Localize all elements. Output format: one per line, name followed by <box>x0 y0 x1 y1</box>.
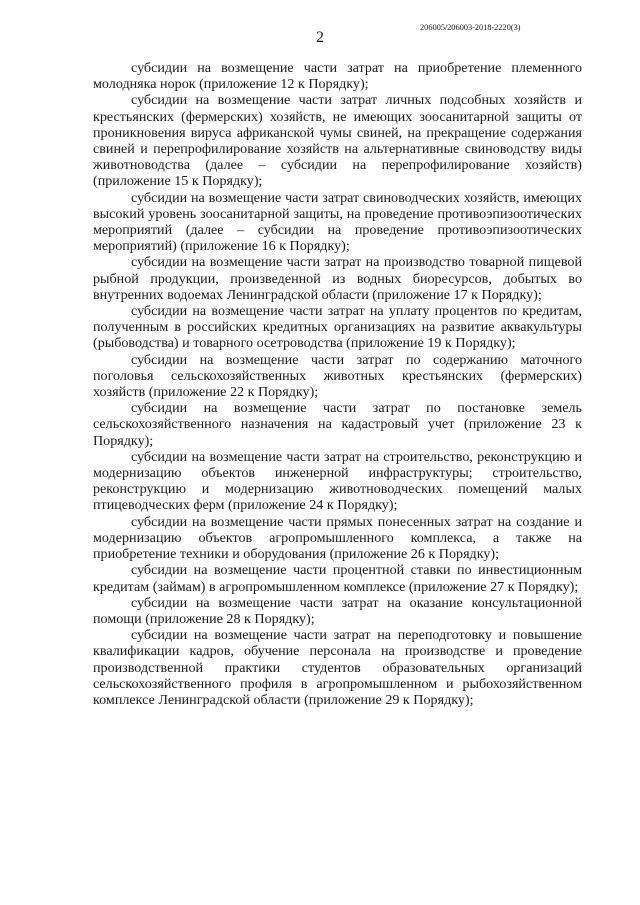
paragraph-subsidy-pig-farm-conversion: субсидии на возмещение части затрат личных подсобных хозяйств и крестьянских (фермерских) хозяйств, не имеющих зоосанитарной защиты от проникновения вируса африканской чумы свиней, на прекращение содержания свиней и перепрофилирование хозяйств на альтернативные свиноводству виды животноводства (далее – субсидии на перепрофилирование хозяйств) (приложение 15 к Порядку); <box>93 92 582 190</box>
paragraph-subsidy-fish-products: субсидии на возмещение части затрат на производство товарной пищевой рыбной продукции, произведенной из водных биоресурсов, добытых во внутренних водоемах Ленинградской области (приложение 17 к Порядку); <box>93 254 582 303</box>
document-code: 206005/206003-2018-2220(3) <box>420 22 521 32</box>
paragraph-subsidy-antiepizootic: субсидии на возмещение части затрат свиноводческих хозяйств, имеющих высокий уровень зоосанитарной защиты, на проведение противоэпизоотических мероприятий (далее – субсидии на проведение противоэпизоотических мероприятий) (приложение 16 к Порядку); <box>93 189 582 255</box>
paragraph-subsidy-cadastral: субсидии на возмещение части затрат по постановке земель сельскохозяйственного назначения на кадастровый учет (приложение 23 к Порядку); <box>93 400 582 449</box>
paragraph-subsidy-training: субсидии на возмещение части затрат на переподготовку и повышение квалификации кадров, обучение персонала на производстве и проведение производственной практики студентов образовательных организаций сельскохозяйственного профиля в агропромышленном и рыбохозяйственном комплексе Ленинградской области (приложение 29 к Порядку); <box>93 627 582 708</box>
document-body <box>93 60 582 708</box>
paragraph-subsidy-mink: субсидии на возмещение части затрат на приобретение племенного молодняка норок (приложение 12 к Порядку); <box>93 60 582 93</box>
page-number: 2 <box>316 29 324 46</box>
paragraph-subsidy-agro-complex: субсидии на возмещение части прямых понесенных затрат на создание и модернизацию объектов агропромышленного комплекса, а также на приобретение техники и оборудования (приложение 26 к Порядку); <box>93 513 582 563</box>
paragraph-subsidy-aquaculture-interest: субсидии на возмещение части затрат на уплату процентов по кредитам, полученным в российских кредитных организациях на развитие аквакультуры (рыбоводства) и товарного осетроводства (приложение 19 к Порядку); <box>93 303 582 352</box>
paragraph-subsidy-breeding-stock: субсидии на возмещение части затрат по содержанию маточного поголовья сельскохозяйственных животных крестьянских (фермерских) хозяйств (приложение 22 к Порядку); <box>93 351 582 401</box>
paragraph-subsidy-consulting: субсидии на возмещение части затрат на оказание консультационной помощи (приложение 28 к Порядку); <box>93 594 582 627</box>
paragraph-subsidy-investment-rate: субсидии на возмещение части процентной ставки по инвестиционным кредитам (займам) в агропромышленном комплексе (приложение 27 к Порядку); <box>93 562 582 595</box>
paragraph-subsidy-infrastructure: субсидии на возмещение части затрат на строительство, реконструкцию и модернизацию объектов инженерной инфраструктуры; строительство, реконструкцию и модернизацию животноводческих помещений малых птицеводческих ферм (приложение 24 к Порядку); <box>93 448 582 514</box>
